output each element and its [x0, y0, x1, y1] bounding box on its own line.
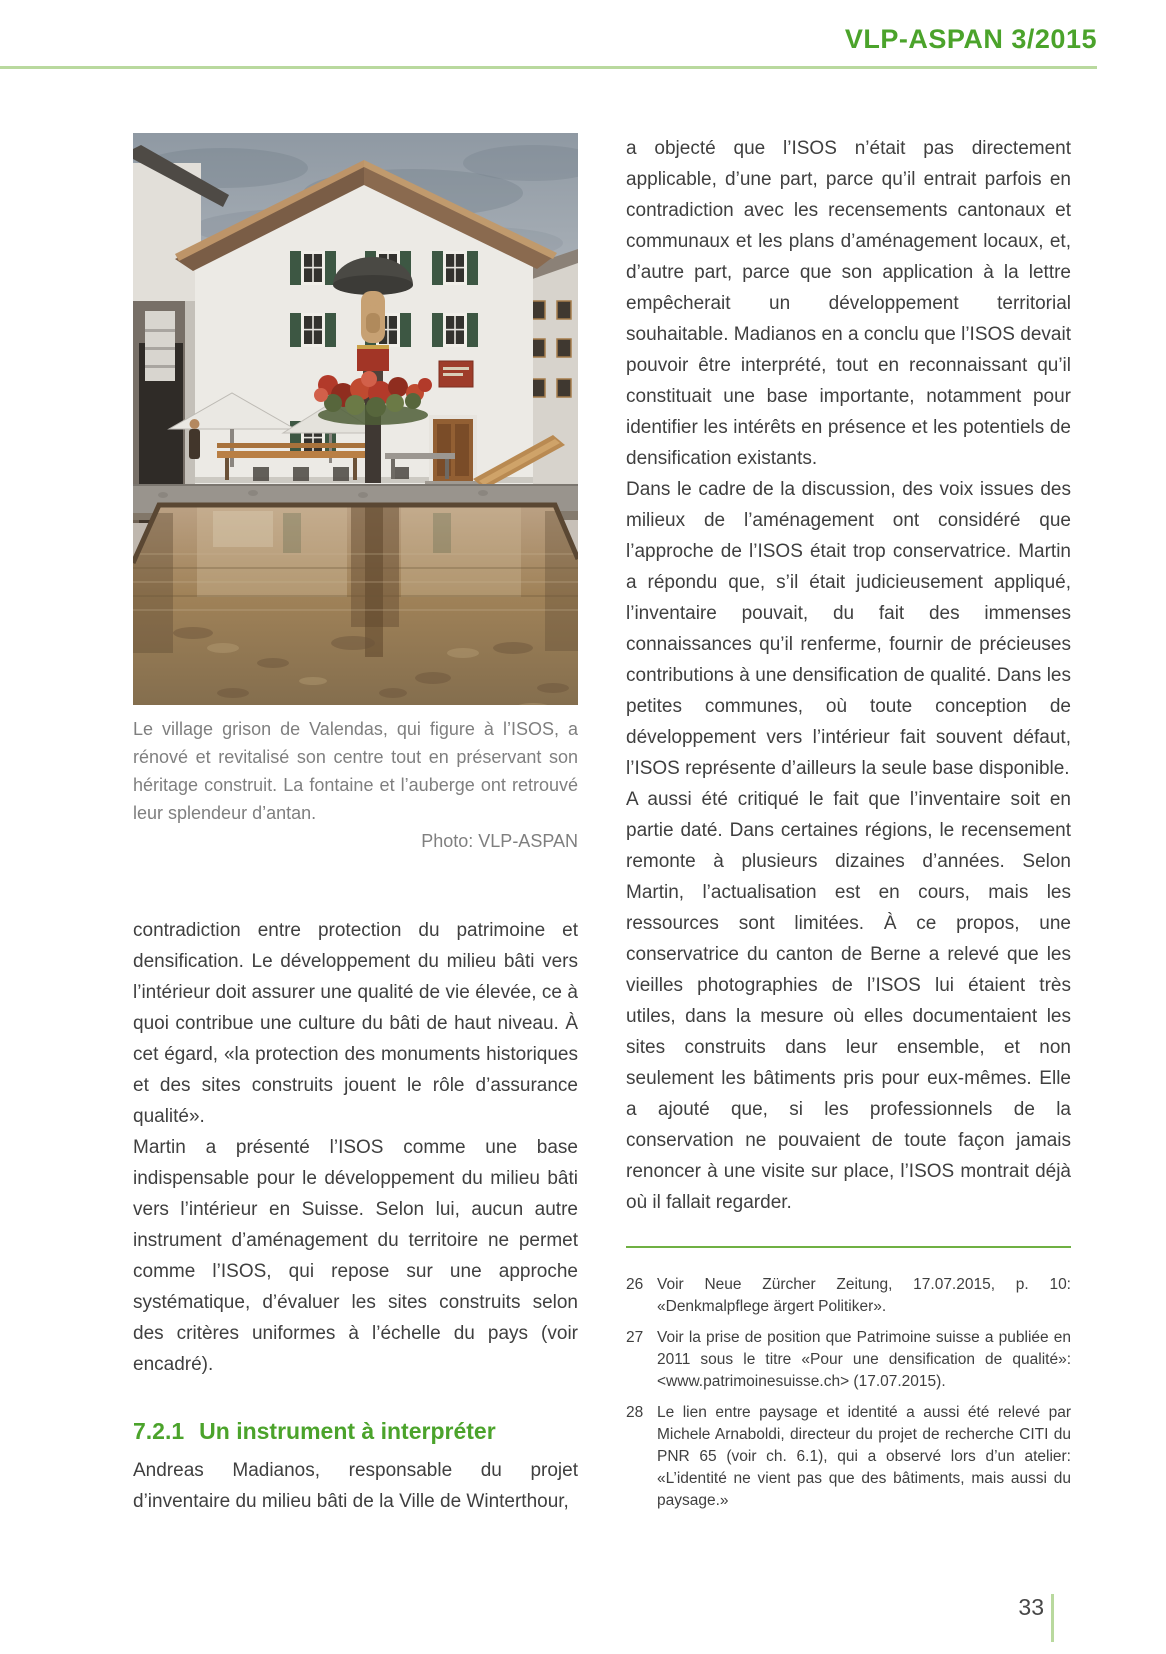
issue-title: VLP-ASPAN 3/2015: [844, 24, 1097, 54]
footnote-text: Voir Neue Zürcher Zeitung, 17.07.2015, p. 10: «Denkmalpflege ärgert Politiker».: [657, 1276, 1071, 1315]
footnote-separator-rule: [626, 1246, 1071, 1248]
footnote-number: 26: [626, 1276, 644, 1293]
photo-person: [189, 419, 200, 459]
section-number: 7.2.1: [133, 1418, 185, 1444]
footnote-item: [626, 1274, 1071, 1318]
paragraph: Martin a présenté l’ISOS comme une base indispensable pour le développement du milieu bâti vers l’intérieur en Suisse. Selon lui, aucun autre instrument d’aménagement du territoire ne permet comme l’ISOS, qui repose sur une approche systématique, d’évaluer les sites construits selon des critères uniformes à l’échelle du pays (voir encadré).: [133, 1137, 578, 1375]
footnote-number: 28: [626, 1404, 644, 1421]
footnote-item: [626, 1402, 1071, 1512]
photo-inn-sign: [439, 361, 473, 387]
paragraph: a objecté que l’ISOS n’était pas directement applicable, d’une part, parce qu’il entrait parfois en contradiction avec les recensements cantonaux et communaux et les plans d’aménagement locaux, et, d’autre part, parce que son application à la lettre empêcherait un développement territorial souhaitable. Madianos en a conclu que l’ISOS devait pouvoir être interprété, tout en reconnaissant qu’il constituait une base importante, notamment pour identifier les intérêts en présence et les potentiels de densification existants.: [626, 138, 1071, 469]
village-photo-illustration: [133, 133, 578, 705]
paragraph: contradiction entre protection du patrimoine et densification. Le développement du milieu bâti vers l’intérieur doit assurer une qualité de vie élevée, ce à quoi contribue une culture du bâti de haut niveau. À cet égard, «la protection des monuments historiques et des sites construits jouent le rôle d’assurance qualité».: [133, 920, 578, 1127]
section-title: Un instrument à interpréter: [199, 1418, 496, 1444]
footnote-text: Voir la prise de position que Patrimoine suisse a publiée en 2011 sous le titre «Pour une densification de qualité»: <www.patrimoinesuisse.ch> (17.07.2015).: [657, 1329, 1071, 1390]
page-number: 33: [1018, 1594, 1044, 1620]
page-number-rule: [1051, 1594, 1054, 1642]
paragraph: A aussi été critiqué le fait que l’inventaire soit en partie daté. Dans certaines régions, le recensement remonte à plusieurs dizaines d’années. Selon Martin, l’actualisation est en cours, mais les ressources sont limitées. À ce propos, une conservatrice du canton de Berne a relevé que les vieilles photographies de l’ISOS lui étaient très utiles, dans la mesure où elles documentaient les sites construits dans leur ensemble, et non seulement les bâtiments pris pour eux-mêmes. Elle a ajouté que, si les professionnels de la conservation ne pouvaient de toute façon jamais renoncer à une visite sur place, l’ISOS montrait déjà où il fallait regarder.: [626, 789, 1071, 1213]
footnotes: [626, 1274, 1071, 1512]
right-column: [626, 133, 1071, 1521]
left-column: [133, 133, 578, 1517]
section-heading: [133, 1418, 578, 1445]
footnote-text: Le lien entre paysage et identité a aussi été relevé par Michele Arnaboldi, directeur du projet de recherche CITI du PNR 65 (voir ch. 6.1), qui a observé lors d’un atelier: «L’identité ne vient pas que des bâtiments, mais aussi du paysage.»: [657, 1404, 1071, 1509]
paragraph: Dans le cadre de la discussion, des voix issues des milieux de l’aménagement ont considéré que l’approche de l’ISOS était trop conservatrice. Martin a répondu que, s’il était judicieusement appliqué, l’inventaire pouvait, du fait des immenses connaissances qu’il renferme, fournir de précieuses contributions à une densification de qualité. Dans les petites communes, où toute conception de développement vers l’intérieur fait souvent défaut, l’ISOS représente d’ailleurs la seule base disponible.: [626, 479, 1071, 779]
header-rule: [0, 66, 1097, 69]
footnote-number: 27: [626, 1329, 644, 1346]
footnote-item: [626, 1327, 1071, 1393]
photo-water-basin: [133, 505, 578, 705]
left-column-text: [133, 915, 578, 1517]
photo-credit: Photo: VLP-ASPAN: [421, 831, 578, 851]
photo-caption: Le village grison de Valendas, qui figure à l’ISOS, a rénové et revitalisé son centre tout en préservant son héritage construit. La fontaine et l’auberge ont retrouvé leur splendeur d’antan.: [133, 719, 578, 823]
paragraph: Andreas Madianos, responsable du projet d’inventaire du milieu bâti de la Ville de Winterthour,: [133, 1460, 578, 1512]
village-photo: [133, 133, 578, 705]
